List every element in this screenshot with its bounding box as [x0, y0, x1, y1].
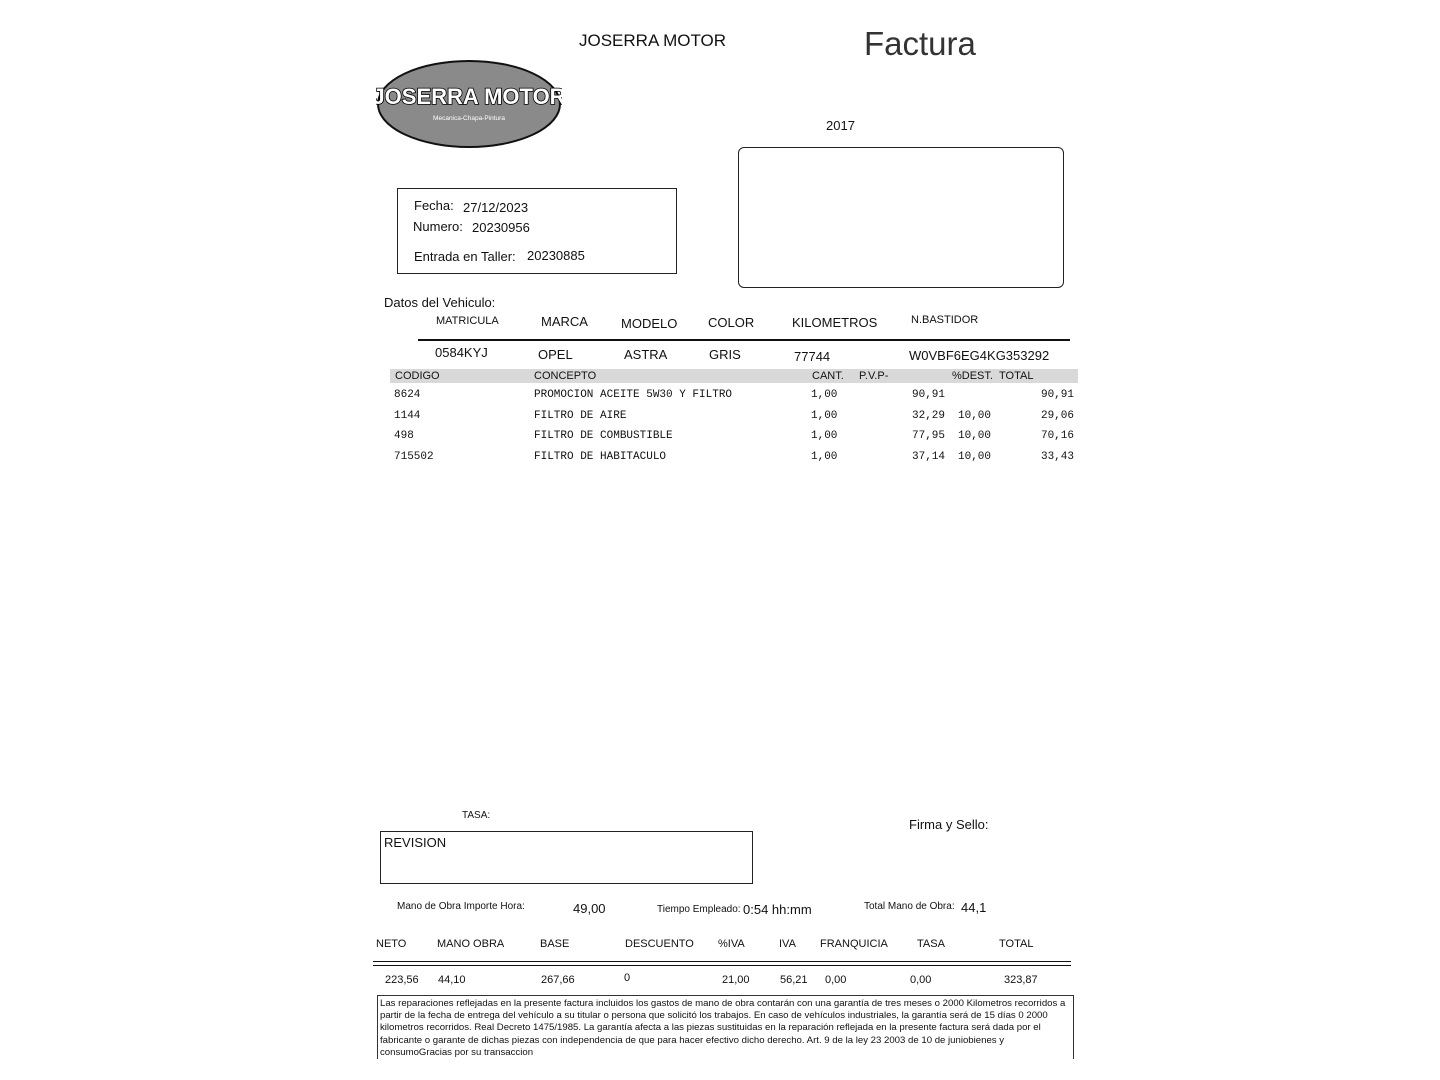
vehicle-divider [418, 339, 1070, 341]
item-cant: 1,00 [811, 430, 838, 442]
entrada-label: Entrada en Taller: [414, 249, 516, 264]
item-dest: 10,00 [958, 451, 992, 463]
totals-header-mano-obra: MANO OBRA [437, 938, 505, 950]
totals-base: 267,66 [541, 974, 575, 986]
vehicle-header-bastidor: N.BASTIDOR [911, 314, 979, 326]
logo-tagline: Mecanica-Chapa-Pintura [433, 115, 505, 122]
item-cant: 1,00 [811, 451, 838, 463]
item-codigo: 1144 [394, 410, 421, 422]
item-total: 29,06 [1040, 410, 1074, 422]
totals-header-base: BASE [540, 938, 570, 950]
totals-header-iva: IVA [779, 938, 796, 950]
totals-divider [373, 961, 1071, 966]
totals-franquicia: 0,00 [825, 974, 847, 986]
vehicle-value-modelo: ASTRA [624, 347, 668, 362]
legal-notice-text: Las reparaciones reflejadas en la presente factura incluidos los gastos de mano de obra contarán con una garantía de tres meses o 2000 Kilometros recorridos a partir de la fecha de entrega del vehículo a su titular o persona que solicitó los trabajos. En caso de vehículos industriales, la garantía será de 15 días 0 2000 kilometros recorridos. Real Decreto 1475/1985. La garantía afecta a las piezas sustituidas en la reparación reflejada en la presente factura será dada por el fabricante o garante de dichas piezas con independencia de que para hacer efectivo dicho derecho. Art. 9 de la ley 23 2003 de 10 de juniobienes y consumoGracias por su transaccion [380, 998, 1066, 1058]
entrada-value: 20230885 [527, 248, 585, 263]
vehicle-header-kilometros: KILOMETROS [792, 315, 878, 330]
vehicle-value-matricula: 0584KYJ [435, 345, 488, 360]
importe-hora-value: 49,00 [573, 901, 606, 916]
item-dest: 10,00 [958, 410, 992, 422]
total-mano-obra-value: 44,1 [961, 900, 987, 915]
items-header-dest: %DEST. [952, 370, 993, 382]
tiempo-empleado-label: Tiempo Empleado: [657, 904, 741, 915]
item-pvp: 37,14 [912, 451, 946, 463]
vehicle-value-bastidor: W0VBF6EG4KG353292 [909, 348, 1050, 363]
items-header-cant: CANT. [812, 370, 844, 382]
item-total: 33,43 [1040, 451, 1074, 463]
numero-value: 20230956 [472, 220, 530, 235]
revision-text: REVISION [384, 835, 447, 850]
tasa-label: TASA: [462, 810, 491, 821]
fecha-label: Fecha: [414, 198, 454, 213]
item-cant: 1,00 [811, 410, 838, 422]
totals-header-franquicia: FRANQUICIA [820, 938, 888, 950]
items-header-concepto: CONCEPTO [534, 370, 597, 382]
company-name: JOSERRA MOTOR [579, 31, 727, 50]
item-codigo: 715502 [394, 451, 434, 463]
firma-sello-label: Firma y Sello: [909, 817, 989, 832]
item-concepto: PROMOCION ACEITE 5W30 Y FILTRO [534, 389, 733, 401]
item-concepto: FILTRO DE COMBUSTIBLE [534, 430, 673, 442]
vehicle-header-modelo: MODELO [621, 316, 678, 331]
total-mano-obra-label: Total Mano de Obra: [864, 901, 955, 912]
tiempo-empleado-value: 0:54 hh:mm [743, 902, 812, 917]
vehicle-value-marca: OPEL [538, 347, 573, 362]
item-concepto: FILTRO DE AIRE [534, 410, 627, 422]
vehicle-value-color: GRIS [709, 347, 741, 362]
document-title: Factura [864, 25, 976, 62]
company-logo [376, 59, 562, 149]
totals-total: 323,87 [1004, 974, 1038, 986]
item-codigo: 8624 [394, 389, 421, 401]
revision-box [380, 831, 753, 884]
vehicle-header-marca: MARCA [541, 314, 588, 329]
vehicle-header-matricula: MATRICULA [436, 315, 499, 327]
fecha-value: 27/12/2023 [463, 200, 529, 215]
logo-brand-text: JOSERRA MOTOR [376, 84, 562, 109]
item-codigo: 498 [394, 430, 414, 442]
numero-label: Numero: [413, 219, 463, 234]
client-address-box [738, 147, 1064, 288]
totals-header-tasa: TASA [917, 938, 945, 950]
vehicle-value-kilometros: 77744 [794, 349, 831, 364]
vehicle-section-title: Datos del Vehiculo: [384, 295, 496, 310]
totals-header-descuento: DESCUENTO [625, 938, 694, 950]
totals-header-piva: %IVA [718, 938, 745, 950]
items-header-codigo: CODIGO [395, 370, 440, 382]
items-header-pvp: P.V.P- [859, 370, 889, 382]
invoice-year: 2017 [826, 118, 855, 133]
importe-hora-label: Mano de Obra Importe Hora: [397, 901, 525, 912]
item-concepto: FILTRO DE HABITACULO [534, 451, 667, 463]
totals-neto: 223,56 [385, 974, 419, 986]
item-pvp: 77,95 [912, 430, 946, 442]
legal-notice-box [377, 995, 1074, 1059]
item-pvp: 32,29 [912, 410, 946, 422]
item-dest: 10,00 [958, 430, 992, 442]
totals-descuento: 0 [624, 972, 631, 984]
totals-header-total: TOTAL [999, 938, 1034, 950]
totals-piva: 21,00 [722, 974, 750, 986]
item-pvp: 90,91 [912, 389, 946, 401]
items-header-total: TOTAL [999, 370, 1034, 382]
totals-header-neto: NETO [376, 938, 407, 950]
vehicle-header-color: COLOR [708, 315, 755, 330]
totals-mano-obra: 44,10 [438, 974, 466, 986]
totals-tasa: 0,00 [910, 974, 932, 986]
item-cant: 1,00 [811, 389, 838, 401]
item-total: 70,16 [1040, 430, 1074, 442]
totals-iva: 56,21 [780, 974, 808, 986]
item-total: 90,91 [1040, 389, 1074, 401]
